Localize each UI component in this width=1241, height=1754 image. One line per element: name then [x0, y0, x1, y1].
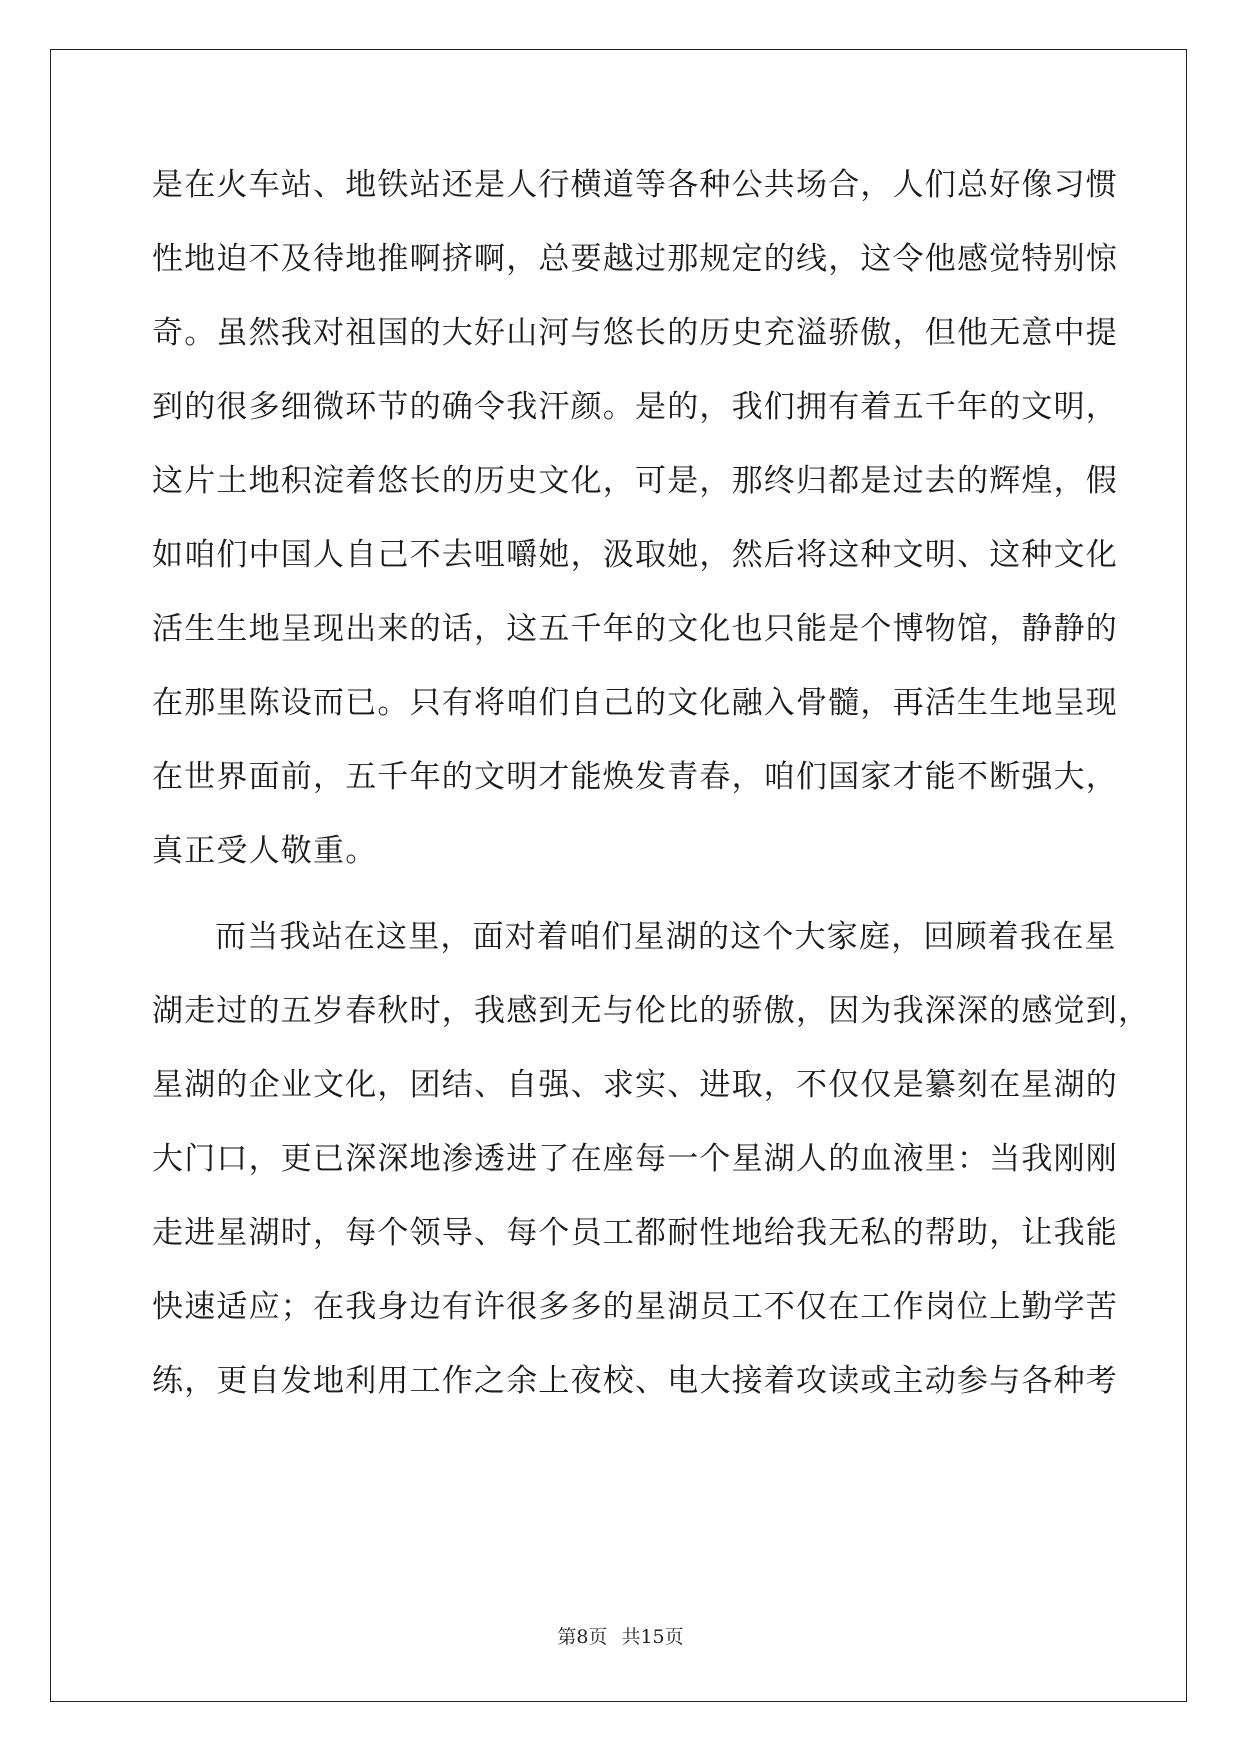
text-line: 活生生地呈现出来的话，这五千年的文化也只能是个博物馆，静静的	[152, 611, 1118, 647]
text-line: 在世界面前，五千年的文明才能焕发青春，咱们国家才能不断强大，	[152, 759, 1118, 795]
page-total: 共15页	[621, 1626, 684, 1648]
text-line: 湖走过的五岁春秋时，我感到无与伦比的骄傲，因为我深深的感觉到，	[152, 993, 1151, 1029]
text-line: 星湖的企业文化，团结、自强、求实、进取，不仅仅是纂刻在星湖的	[152, 1067, 1118, 1103]
text-line: 如咱们中国人自己不去咀嚼她，汲取她，然后将这种文明、这种文化	[152, 537, 1118, 573]
text-line: 性地迫不及待地推啊挤啊，总要越过那规定的线，这令他感觉特别惊	[152, 241, 1118, 277]
text-line: 走进星湖时，每个领导、每个员工都耐性地给我无私的帮助，让我能	[152, 1215, 1118, 1251]
text-line: 到的很多细微环节的确令我汗颜。是的，我们拥有着五千年的文明，	[152, 389, 1118, 425]
paragraph-first-line: 而当我站在这里，面对着咱们星湖的这个大家庭，回顾着我在星	[215, 919, 1117, 955]
text-line: 这片土地积淀着悠长的历史文化，可是，那终归都是过去的辉煌，假	[152, 463, 1118, 499]
text-line: 是在火车站、地铁站还是人行横道等各种公共场合，人们总好像习惯	[152, 167, 1118, 203]
text-line: 在那里陈设而已。只有将咱们自己的文化融入骨髓，再活生生地呈现	[152, 685, 1118, 721]
text-line: 真正受人敬重。	[152, 833, 378, 869]
page-footer	[0, 1622, 1241, 1649]
page-number: 第8页	[557, 1626, 608, 1648]
text-line: 大门口，更已深深地渗透进了在座每一个星湖人的血液里：当我刚刚	[152, 1141, 1118, 1177]
text-line: 奇。虽然我对祖国的大好山河与悠长的历史充溢骄傲，但他无意中提	[152, 315, 1118, 351]
text-line: 快速适应；在我身边有许很多多的星湖员工不仅在工作岗位上勤学苦	[152, 1289, 1118, 1325]
text-line: 练，更自发地利用工作之余上夜校、电大接着攻读或主动参与各种考	[152, 1363, 1118, 1399]
